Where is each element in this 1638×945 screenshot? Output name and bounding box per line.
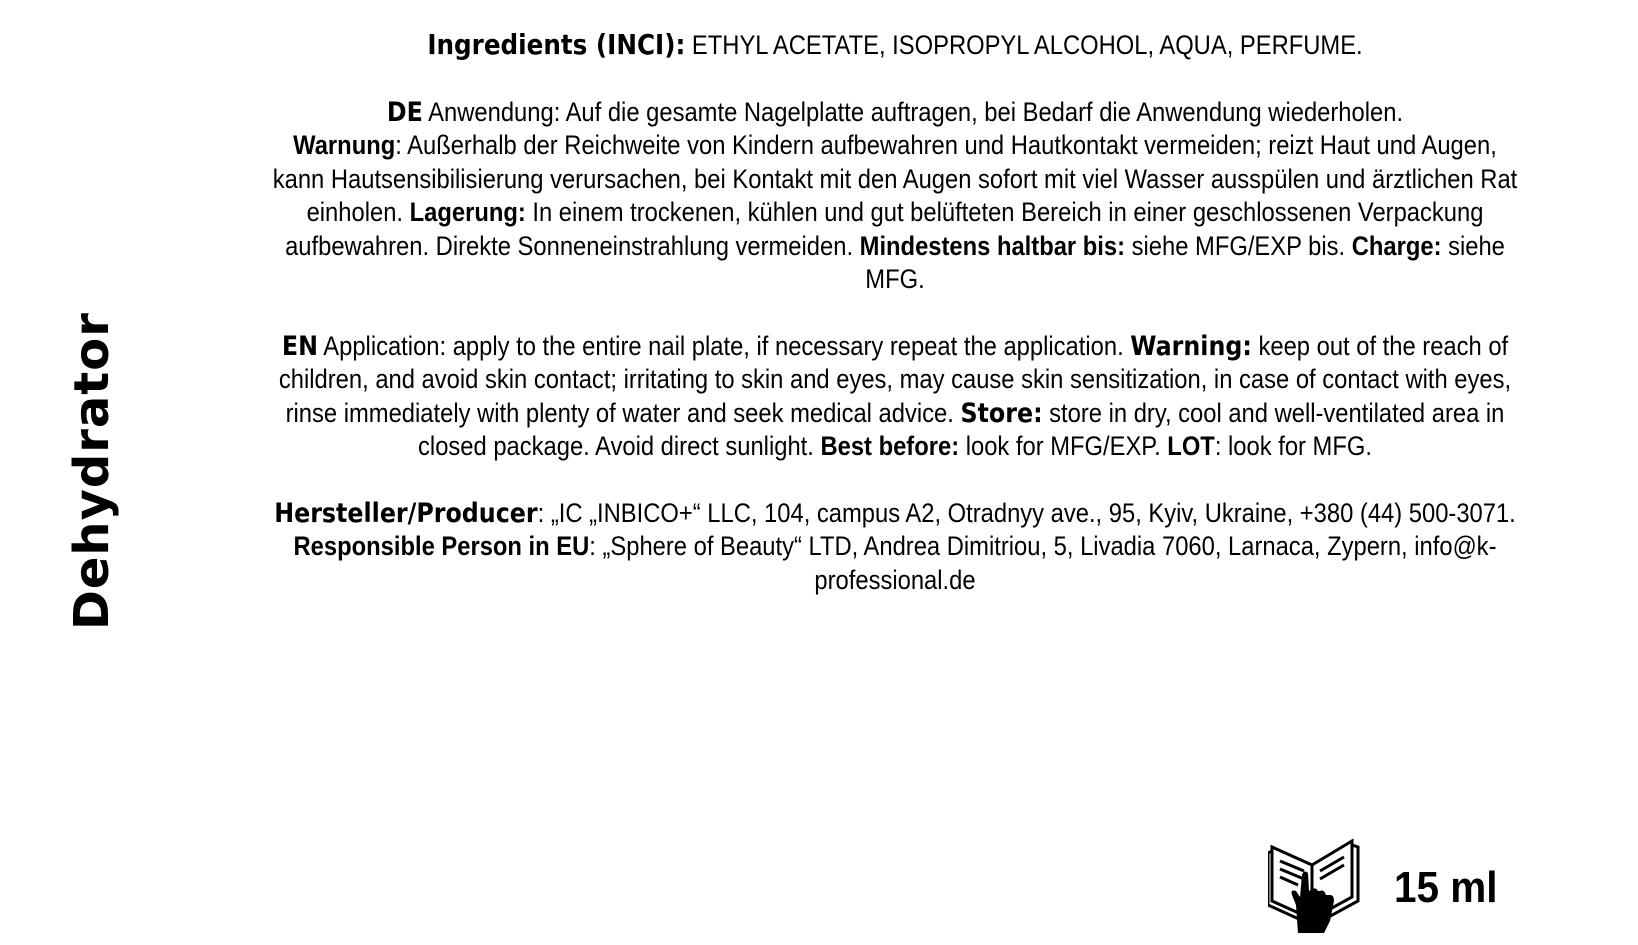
de-paragraph xyxy=(266,96,1524,297)
en-store-text: store in dry, cool and well-ventilated area in closed package. Avoid direct sunlight. xyxy=(418,397,1505,461)
de-warning-text: : Außerhalb der Reichweite von Kindern aufbewahren und Hautkontakt vermeiden; reizt Haut und Augen, kann Hautsensibilisierung verursachen, bei Kontakt mit den Augen sofort mit viel Wasser ausspülen und ärztlichen Rat einholen. xyxy=(272,130,1518,227)
responsible-paragraph xyxy=(266,530,1524,597)
en-lang-code: EN xyxy=(281,330,318,362)
de-batch-text: siehe MFG. xyxy=(865,230,1505,294)
read-instructions-icon xyxy=(1268,835,1364,935)
producer-label: Hersteller/Producer xyxy=(274,497,538,529)
de-storage-text: In einem trockenen, kühlen und gut belüfteten Bereich in einer geschlossenen Verpackung aufbewahren. Direkte Sonneneinstrahlung vermeiden. xyxy=(285,197,1484,261)
responsible-label: Responsible Person in EU xyxy=(293,531,590,561)
de-lang-code: DE xyxy=(386,96,423,128)
en-warning-text: keep out of the reach of children, and avoid skin contact; irritating to skin and eyes, may cause skin sensitization, in case of contact with eyes, rinse immediately with plenty of water and seek medical advice. xyxy=(278,330,1512,428)
de-warning-label: Warnung xyxy=(293,130,396,160)
en-warning-label: Warning: xyxy=(1130,330,1252,362)
de-application: Anwendung: Auf die gesamte Nagelplatte auftragen, bei Bedarf die Anwendung wiederholen. xyxy=(422,96,1404,127)
en-best-before-text: look for MFG/EXP. xyxy=(959,431,1168,461)
de-batch-label: Charge: xyxy=(1351,230,1442,261)
de-storage-label: Lagerung: xyxy=(409,197,526,227)
en-store-label: Store: xyxy=(960,397,1043,429)
product-name: Dehydrator xyxy=(64,312,120,630)
volume-label: 15 ml xyxy=(1394,863,1498,912)
label-text xyxy=(266,28,1524,597)
producer-text: : „IC „INBICO+“ LLC, 104, campus A2, Otradnyy ave., 95, Kyiv, Ukraine, +380 (44) 500-3071. xyxy=(537,497,1516,528)
producer-paragraph xyxy=(266,497,1524,531)
en-application: Application: apply to the entire nail plate, if necessary repeat the application. xyxy=(317,330,1131,361)
de-best-before-text: siehe MFG/EXP bis. xyxy=(1125,230,1352,261)
en-lot-label: LOT xyxy=(1167,431,1215,461)
en-lot-text: : look for MFG. xyxy=(1214,431,1372,461)
de-best-before-label: Mindestens haltbar bis: xyxy=(859,230,1126,261)
ingredients-paragraph xyxy=(266,28,1524,63)
responsible-text: : „Sphere of Beauty“ LTD, Andrea Dimitriou, 5, Livadia 7060, Larnaca, Zypern, info@k-professional.de xyxy=(589,531,1497,595)
en-paragraph xyxy=(266,330,1524,464)
en-best-before-label: Best before: xyxy=(820,431,960,461)
ingredients-text: ETHYL ACETATE, ISOPROPYL ALCOHOL, AQUA, PERFUME. xyxy=(685,30,1363,60)
ingredients-label: Ingredients (INCI): xyxy=(427,28,686,61)
